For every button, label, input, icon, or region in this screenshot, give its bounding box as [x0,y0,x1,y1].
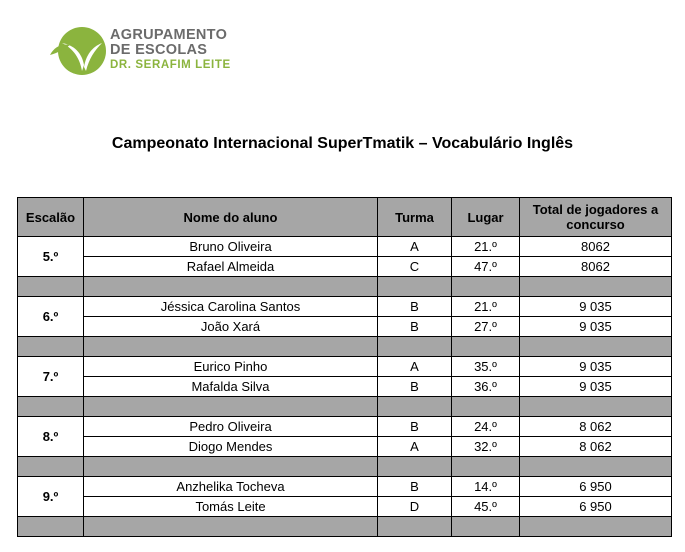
turma-cell: A [378,357,452,377]
total-cell: 9 035 [520,297,672,317]
nome-cell: Tomás Leite [84,497,378,517]
lugar-cell: 21.º [452,237,520,257]
table-row [18,377,672,397]
turma-cell: D [378,497,452,517]
total-cell: 8062 [520,257,672,277]
nome-cell: Diogo Mendes [84,437,378,457]
header-total: Total de jogadores a concurso [520,198,672,237]
nome-cell: Mafalda Silva [84,377,378,397]
escalao-cell: 9.º [18,477,84,517]
total-cell: 9 035 [520,317,672,337]
table-row [18,357,672,377]
nome-cell: Anzhelika Tocheva [84,477,378,497]
header-turma: Turma [378,198,452,237]
turma-cell: B [378,317,452,337]
table-row [18,477,672,497]
table-header-row [18,198,672,237]
header-escalao: Escalão [18,198,84,237]
turma-cell: A [378,237,452,257]
lugar-cell: 45.º [452,497,520,517]
lugar-cell: 32.º [452,437,520,457]
separator-row [18,457,672,477]
separator-row [18,397,672,417]
nome-cell: Rafael Almeida [84,257,378,277]
header-nome: Nome do aluno [84,198,378,237]
lugar-cell: 21.º [452,297,520,317]
logo-line-3: DR. SERAFIM LEITE [110,59,231,71]
nome-cell: Pedro Oliveira [84,417,378,437]
nome-cell: Jéssica Carolina Santos [84,297,378,317]
header-lugar: Lugar [452,198,520,237]
separator-row [18,337,672,357]
total-cell: 8 062 [520,437,672,457]
nome-cell: Bruno Oliveira [84,237,378,257]
escalao-cell: 6.º [18,297,84,337]
lugar-cell: 27.º [452,317,520,337]
table-row [18,417,672,437]
nome-cell: João Xará [84,317,378,337]
turma-cell: B [378,377,452,397]
lugar-cell: 35.º [452,357,520,377]
escalao-cell: 7.º [18,357,84,397]
turma-cell: C [378,257,452,277]
lugar-cell: 14.º [452,477,520,497]
separator-row [18,517,672,537]
logo-line-1: AGRUPAMENTO [110,27,228,43]
table-row [18,257,672,277]
turma-cell: A [378,437,452,457]
escalao-cell: 5.º [18,237,84,277]
lugar-cell: 47.º [452,257,520,277]
table-row [18,497,672,517]
total-cell: 9 035 [520,377,672,397]
total-cell: 9 035 [520,357,672,377]
results-table [17,197,672,537]
total-cell: 8062 [520,237,672,257]
lugar-cell: 24.º [452,417,520,437]
table-row [18,317,672,337]
turma-cell: B [378,417,452,437]
table-row [18,297,672,317]
page-title: Campeonato Internacional SuperTmatik – Vocabulário Inglês [111,135,574,152]
lugar-cell: 36.º [452,377,520,397]
nome-cell: Eurico Pinho [84,357,378,377]
table-row [18,437,672,457]
logo-line-2: DE ESCOLAS [110,42,208,58]
total-cell: 8 062 [520,417,672,437]
turma-cell: B [378,297,452,317]
school-logo-text [110,28,231,73]
total-cell: 6 950 [520,497,672,517]
turma-cell: B [378,477,452,497]
total-cell: 6 950 [520,477,672,497]
table-row [18,237,672,257]
separator-row [18,277,672,297]
escalao-cell: 8.º [18,417,84,457]
